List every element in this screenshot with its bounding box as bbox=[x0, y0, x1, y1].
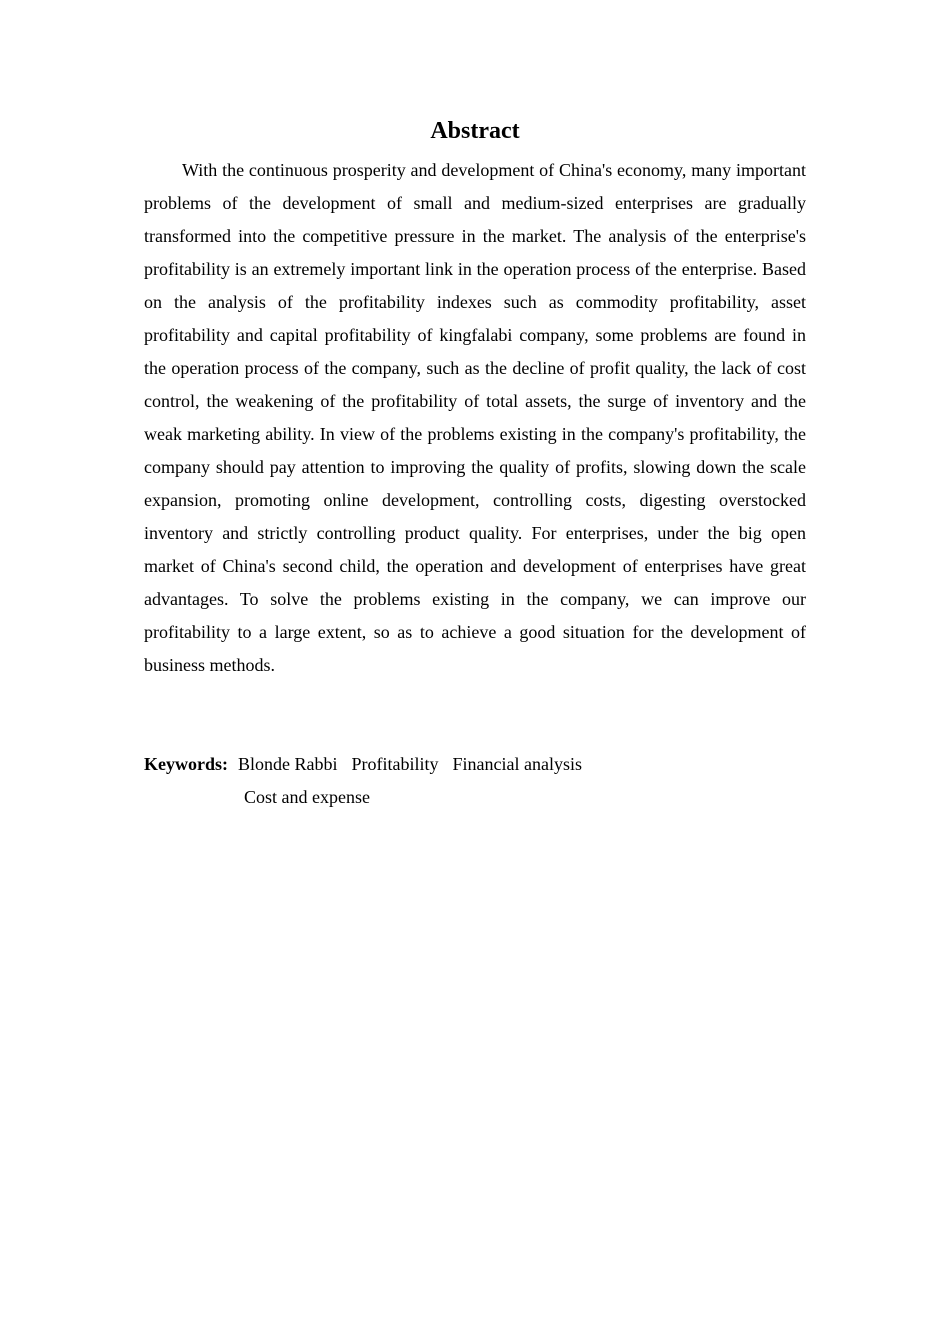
keyword-term: Profitability bbox=[351, 754, 439, 774]
abstract-title: Abstract bbox=[430, 118, 520, 144]
keywords-label: Keywords: bbox=[144, 754, 228, 774]
abstract-body: With the continuous prosperity and development of China's economy, many important problems of the development of small and medium-sized enterprises are gradually transformed into the competitive pressure in the market. The analysis of the enterprise's profitability is an extremely important link in the operation process of the enterprise. Based on the analysis of the profitability indexes such as commodity profitability, asset profitability and capital profitability of kingfalabi company, some problems are found in the operation process of the company, such as the decline of profit quality, the lack of cost control, the weakening of the profitability of total assets, the surge of inventory and the weak marketing ability. In view of the problems existing in the company's profitability, the company should pay attention to improving the quality of profits, slowing down the scale expansion, promoting online development, controlling costs, digesting overstocked inventory and strictly controlling product quality. For enterprises, under the big open market of China's second child, the operation and development of enterprises have great advantages. To solve the problems existing in the company, we can improve our profitability to a large extent, so as to achieve a good situation for the development of business methods. bbox=[144, 160, 806, 675]
keyword-term: Cost and expense bbox=[244, 787, 370, 807]
keywords-row-2 bbox=[144, 781, 806, 814]
keywords-row-1 bbox=[144, 748, 806, 781]
keywords-section bbox=[144, 748, 806, 814]
keyword-term: Financial analysis bbox=[452, 754, 582, 774]
keyword-term: Blonde Rabbi bbox=[238, 754, 338, 774]
